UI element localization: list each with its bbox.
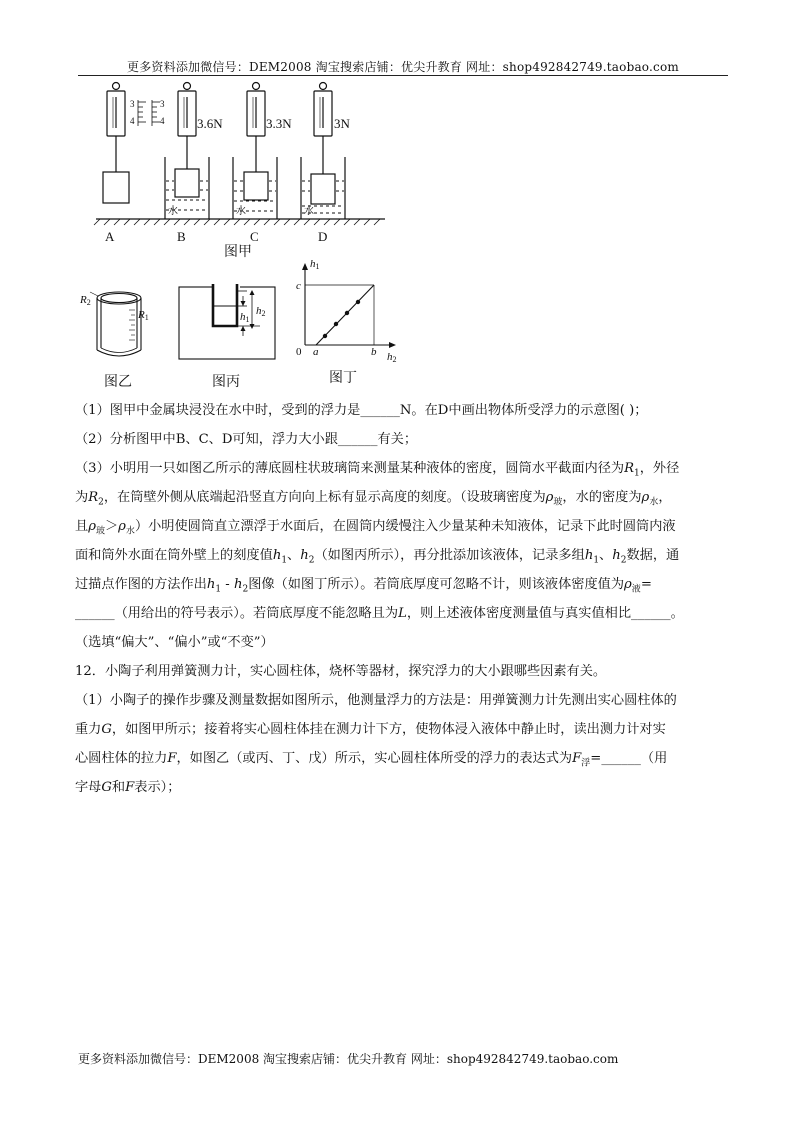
caption-ding: 图丁 — [329, 371, 357, 386]
water-label-b: 水 — [168, 206, 178, 217]
caption-yi: 图乙 — [104, 375, 132, 390]
question-3-line-3: 且$\rho_玻>\rho_水$）小明使圆筒直立漂浮于水面后，在圆筒内缓慢注入少量某种未知液体，记录下此时圆筒内液 — [75, 519, 676, 537]
label-c: C — [250, 229, 259, 244]
question-2: （2）分析图甲中B、C、D可知，浮力大小跟______有关； — [75, 432, 418, 447]
label-h1: h1 — [240, 311, 250, 324]
label-r1: R1 — [138, 309, 149, 322]
water-label-d: 水 — [304, 206, 314, 217]
reading-c: 3.3N — [266, 116, 292, 131]
scale-mark-a3: 3 — [130, 99, 135, 109]
question-12-title: 12．小陶子利用弹簧测力计，实心圆柱体，烧杯等器材，探究浮力的大小跟哪些因素有关。 — [75, 664, 607, 679]
label-r2: R2 — [80, 294, 91, 307]
origin-label: 0 — [296, 346, 302, 358]
question-3-line-5: 过描点作图的方法作出$h_1 - h_2$图像（如图丁所示）。若筒底厚度可忽略不计，则该液体密度值为$\rho_液=$ — [75, 577, 652, 595]
question-3-line-6: ______（用给出的符号表示）。若筒底厚度不能忽略且为L，则上述液体密度测量值与真实值相比______。 — [75, 606, 684, 621]
question-3-line-2: 为$R_2$，在筒壁外侧从底端起沿竖直方向向上标有显示高度的刻度。（设玻璃密度为$\rho_玻$，水的密度为$\rho_水$， — [75, 490, 672, 508]
question-12-line-4: 字母G和F表示）； — [75, 780, 181, 795]
label-d: D — [318, 229, 328, 244]
question-12-line-1: （1）小陶子的操作步骤及测量数据如图所示，他测量浮力的方法是：用弹簧测力计先测出实心圆柱体的 — [75, 693, 677, 708]
page-header: 更多资料添加微信号：DEM2008 淘宝搜索店铺：优尖升教育 网址：shop492842749.taobao.com — [127, 60, 679, 74]
scale-mark-b3: 3 — [160, 99, 165, 109]
point-b-label: b — [371, 346, 377, 358]
point-c-label: c — [296, 280, 301, 292]
question-3-line-7: （选填“偏大”、“偏小”或“不变”） — [75, 635, 274, 650]
question-3-line-4: 面和筒外水面在筒外壁上的刻度值$h_1$、$h_2$（如图丙所示），再分批添加该液体，记录多组$h_1$、$h_2$数据，通 — [75, 548, 680, 566]
label-a: A — [105, 229, 115, 244]
water-label-c: 水 — [236, 206, 246, 217]
label-h2: h2 — [256, 305, 266, 318]
page-footer: 更多资料添加微信号：DEM2008 淘宝搜索店铺：优尖升教育 网址：shop492842749.taobao.com — [78, 1052, 619, 1066]
caption-jia: 图甲 — [224, 245, 252, 260]
reading-b: 3.6N — [197, 116, 223, 131]
figure-jia — [0, 0, 800, 390]
question-3-line-1: （3）小明用一只如图乙所示的薄底圆柱状玻璃筒来测量某种液体的密度，圆筒水平截面内径为$R_1$，外径 — [75, 461, 680, 479]
scale-mark-b4: 4 — [160, 116, 165, 126]
question-12-line-3: 心圆柱体的拉力F，如图乙（或丙、丁、戊）所示，实心圆柱体所受的浮力的表达式为$F_浮=\_\_\_\_\_\_$（用 — [75, 751, 668, 769]
x-axis-label: h2 — [387, 351, 397, 364]
reading-d: 3N — [334, 116, 350, 131]
question-12-line-2: 重力G，如图甲所示；接着将实心圆柱体挂在测力计下方，使物体浸入液体中静止时，读出测力计对实 — [75, 722, 666, 737]
question-content — [75, 396, 735, 802]
caption-bing: 图丙 — [212, 375, 240, 390]
question-1: （1）图甲中金属块浸没在水中时，受到的浮力是______N。在D中画出物体所受浮力的示意图( )； — [75, 403, 648, 418]
label-b: B — [177, 229, 186, 244]
point-a-label: a — [313, 346, 319, 358]
scale-mark-a4: 4 — [130, 116, 135, 126]
y-axis-label: h1 — [310, 258, 320, 271]
